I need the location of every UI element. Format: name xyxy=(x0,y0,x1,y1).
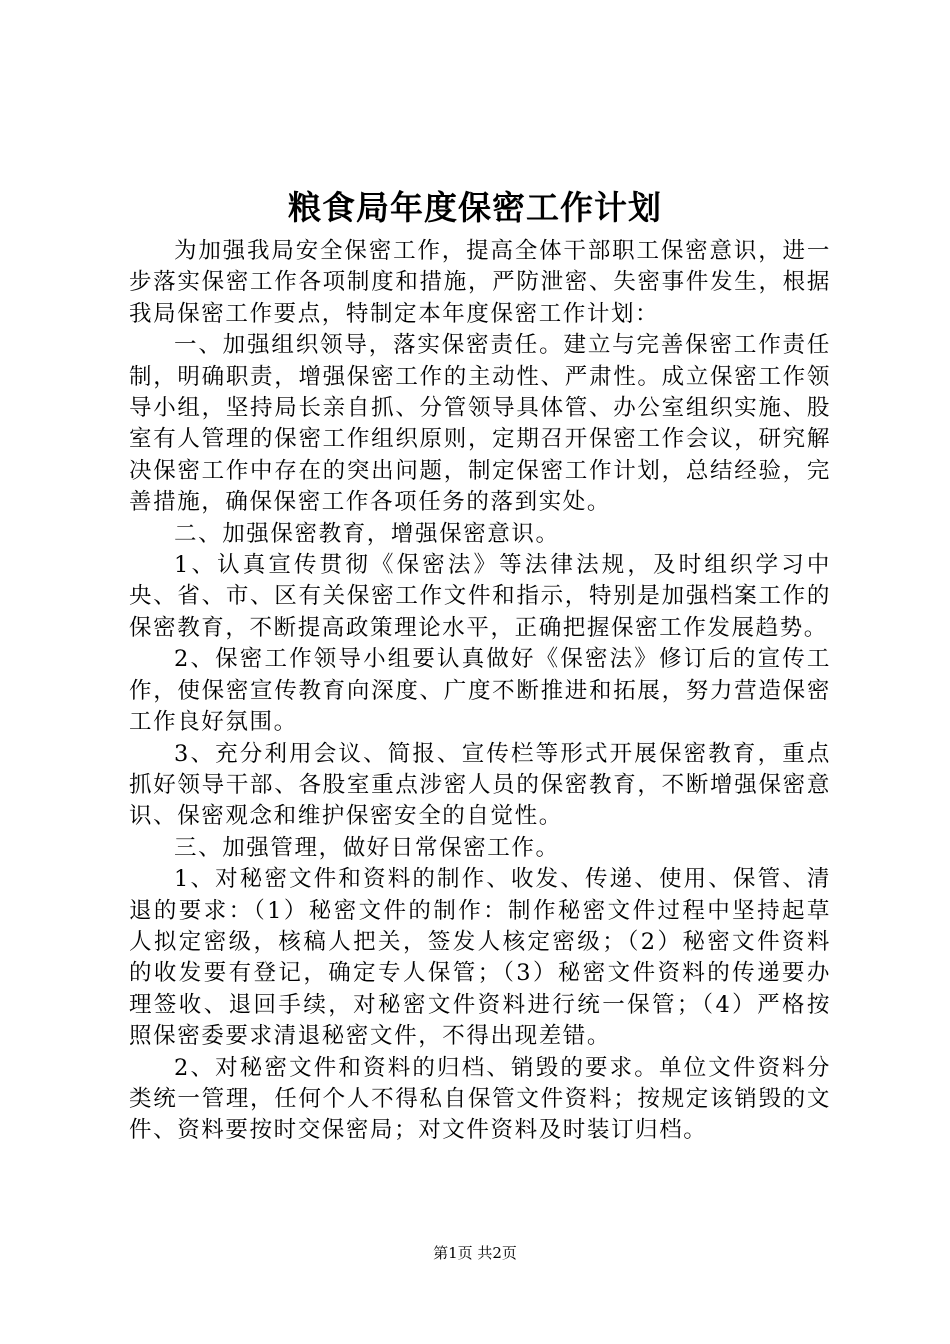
document-body xyxy=(129,236,831,1147)
paragraph-section-3-item-2: 2、对秘密文件和资料的归档、销毁的要求。单位文件资料分类统一管理，任何个人不得私自保管文件资料；按规定该销毁的文件、资料要按时交保密局；对文件资料及时装订归档。 xyxy=(129,1054,831,1144)
paragraph-intro: 为加强我局安全保密工作，提高全体干部职工保密意识，进一步落实保密工作各项制度和措施，严防泄密、失密事件发生，根据我局保密工作要点，特制定本年度保密工作计划： xyxy=(129,238,831,327)
paragraph-section-1: 一、加强组织领导，落实保密责任。建立与完善保密工作责任制，明确职责，增强保密工作的主动性、严肃性。成立保密工作领导小组，坚持局长亲自抓、分管领导具体管、办公室组织实施、股室有人管理的保密工作组织原则，定期召开保密工作会议，研究解决保密工作中存在的突出问题，制定保密工作计划，总结经验，完善措施，确保保密工作各项任务的落到实处。 xyxy=(129,332,831,516)
paragraph-section-3-heading: 三、加强管理，做好日常保密工作。 xyxy=(174,834,560,861)
paragraph-section-2-heading: 二、加强保密教育，增强保密意识。 xyxy=(174,520,560,547)
paragraph-section-2-item-3: 3、充分利用会议、简报、宣传栏等形式开展保密教育，重点抓好领导干部、各股室重点涉密人员的保密教育，不断增强保密意识、保密观念和维护保密安全的自觉性。 xyxy=(129,740,831,830)
paragraph-section-2-item-1: 1、认真宣传贯彻《保密法》等法律法规，及时组织学习中央、省、市、区有关保密工作文件和指示，特别是加强档案工作的保密教育，不断提高政策理论水平，正确把握保密工作发展趋势。 xyxy=(129,552,831,641)
paragraph-section-3-item-1: 1、对秘密文件和资料的制作、收发、传递、使用、保管、清退的要求：（1）秘密文件的制作：制作秘密文件过程中坚持起草人拟定密级，核稿人把关，签发人核定密级；（2）秘密文件资料的收发要有登记，确定专人保管；（3）秘密文件资料的传递要办理签收、退回手续，对秘密文件资料进行统一保管；（4）严格按照保密委要求清退秘密文件，不得出现差错。 xyxy=(129,866,831,1050)
page-footer: 第1页 共2页 xyxy=(433,1244,517,1262)
document-title: 粮食局年度保密工作计划 xyxy=(288,188,662,227)
paragraph-section-2-item-2: 2、保密工作领导小组要认真做好《保密法》修订后的宣传工作，使保密宣传教育向深度、广度不断推进和拓展，努力营造保密工作良好氛围。 xyxy=(129,646,831,736)
